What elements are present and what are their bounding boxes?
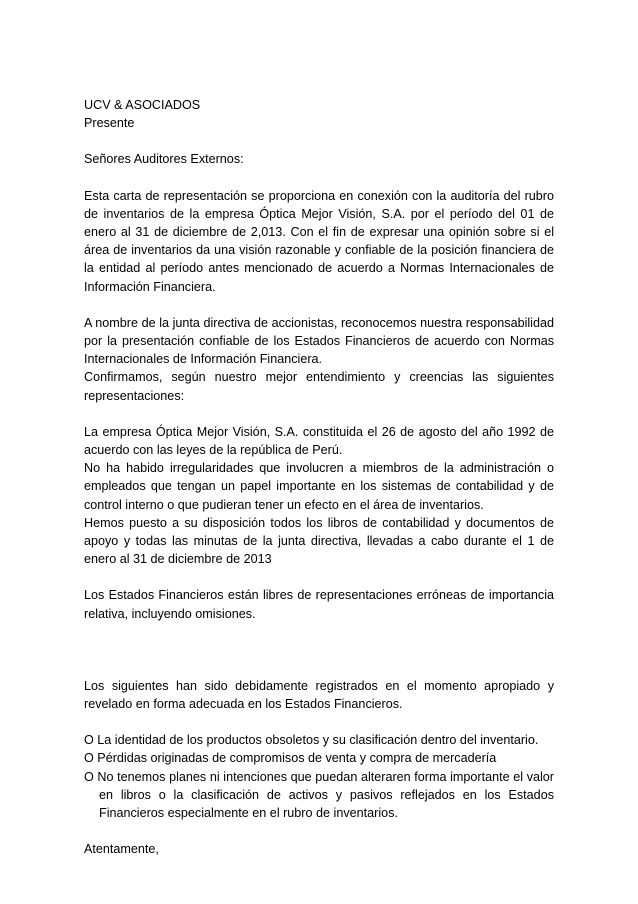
bullet-item: O No tenemos planes ni intenciones que puedan alteraren forma importante el valor en libros o la clasificación de activos y pasivos reflejados en los Estados Financieros especialmente en el rubro de inventarios. xyxy=(84,769,554,821)
presente-line: Presente xyxy=(84,116,135,131)
paragraph-intro: Esta carta de representación se proporciona en conexión con la auditoría del rubro de inventarios de la empresa Óptica Mejor Visión, S.A. por el período del 01 de enero al 31 de diciembre de 2,013. Con el fin de expresar una opinión sobre si el área de inventarios da una visión razonable y confiable de la posición financiera de la entidad al período antes mencionado de acuerdo a Normas Internacionales de Información Financiera. xyxy=(84,188,554,294)
paragraph-constitution: La empresa Óptica Mejor Visión, S.A. constituida el 26 de agosto del año 1992 de acuerdo con las leyes de la república de Perú. xyxy=(84,424,554,458)
closing: Atentamente, xyxy=(84,842,159,857)
paragraph-recorded: Los siguientes han sido debidamente registrados en el momento apropiado y revelado en forma adecuada en los Estados Financieros. xyxy=(84,678,554,712)
bullet-item: O Pérdidas originadas de compromisos de venta y compra de mercadería xyxy=(84,751,497,766)
salutation: Señores Auditores Externos: xyxy=(84,152,244,167)
paragraph-irregularities: No ha habido irregularidades que involucren a miembros de la administración o empleados que tengan un papel importante en los sistemas de contabilidad y de control interno o que pudieran tener un efecto en el área de inventarios. xyxy=(84,461,554,512)
letter-page xyxy=(84,96,554,859)
paragraph-books: Hemos puesto a su disposición todos los libros de contabilidad y documentos de apoyo y todas las minutas de la junta directiva, llevadas a cabo durante el 1 de enero al 31 de diciembre de 2013 xyxy=(84,515,554,567)
paragraph-confirmation: Confirmamos, según nuestro mejor entendimiento y creencias las siguientes representaciones: xyxy=(84,370,554,403)
bullet-item: O La identidad de los productos obsoletos y su clasificación dentro del inventario. xyxy=(84,733,539,748)
paragraph-free-of-errors: Los Estados Financieros están libres de representaciones erróneas de importancia relativa, incluyendo omisiones. xyxy=(84,588,554,621)
paragraph-responsibility: A nombre de la junta directiva de accionistas, reconocemos nuestra responsabilidad por la presentación confiable de los Estados Financieros de acuerdo con Normas Internacionales de Información Financiera. xyxy=(84,315,554,367)
recipient-name: UCV & ASOCIADOS xyxy=(84,98,201,112)
